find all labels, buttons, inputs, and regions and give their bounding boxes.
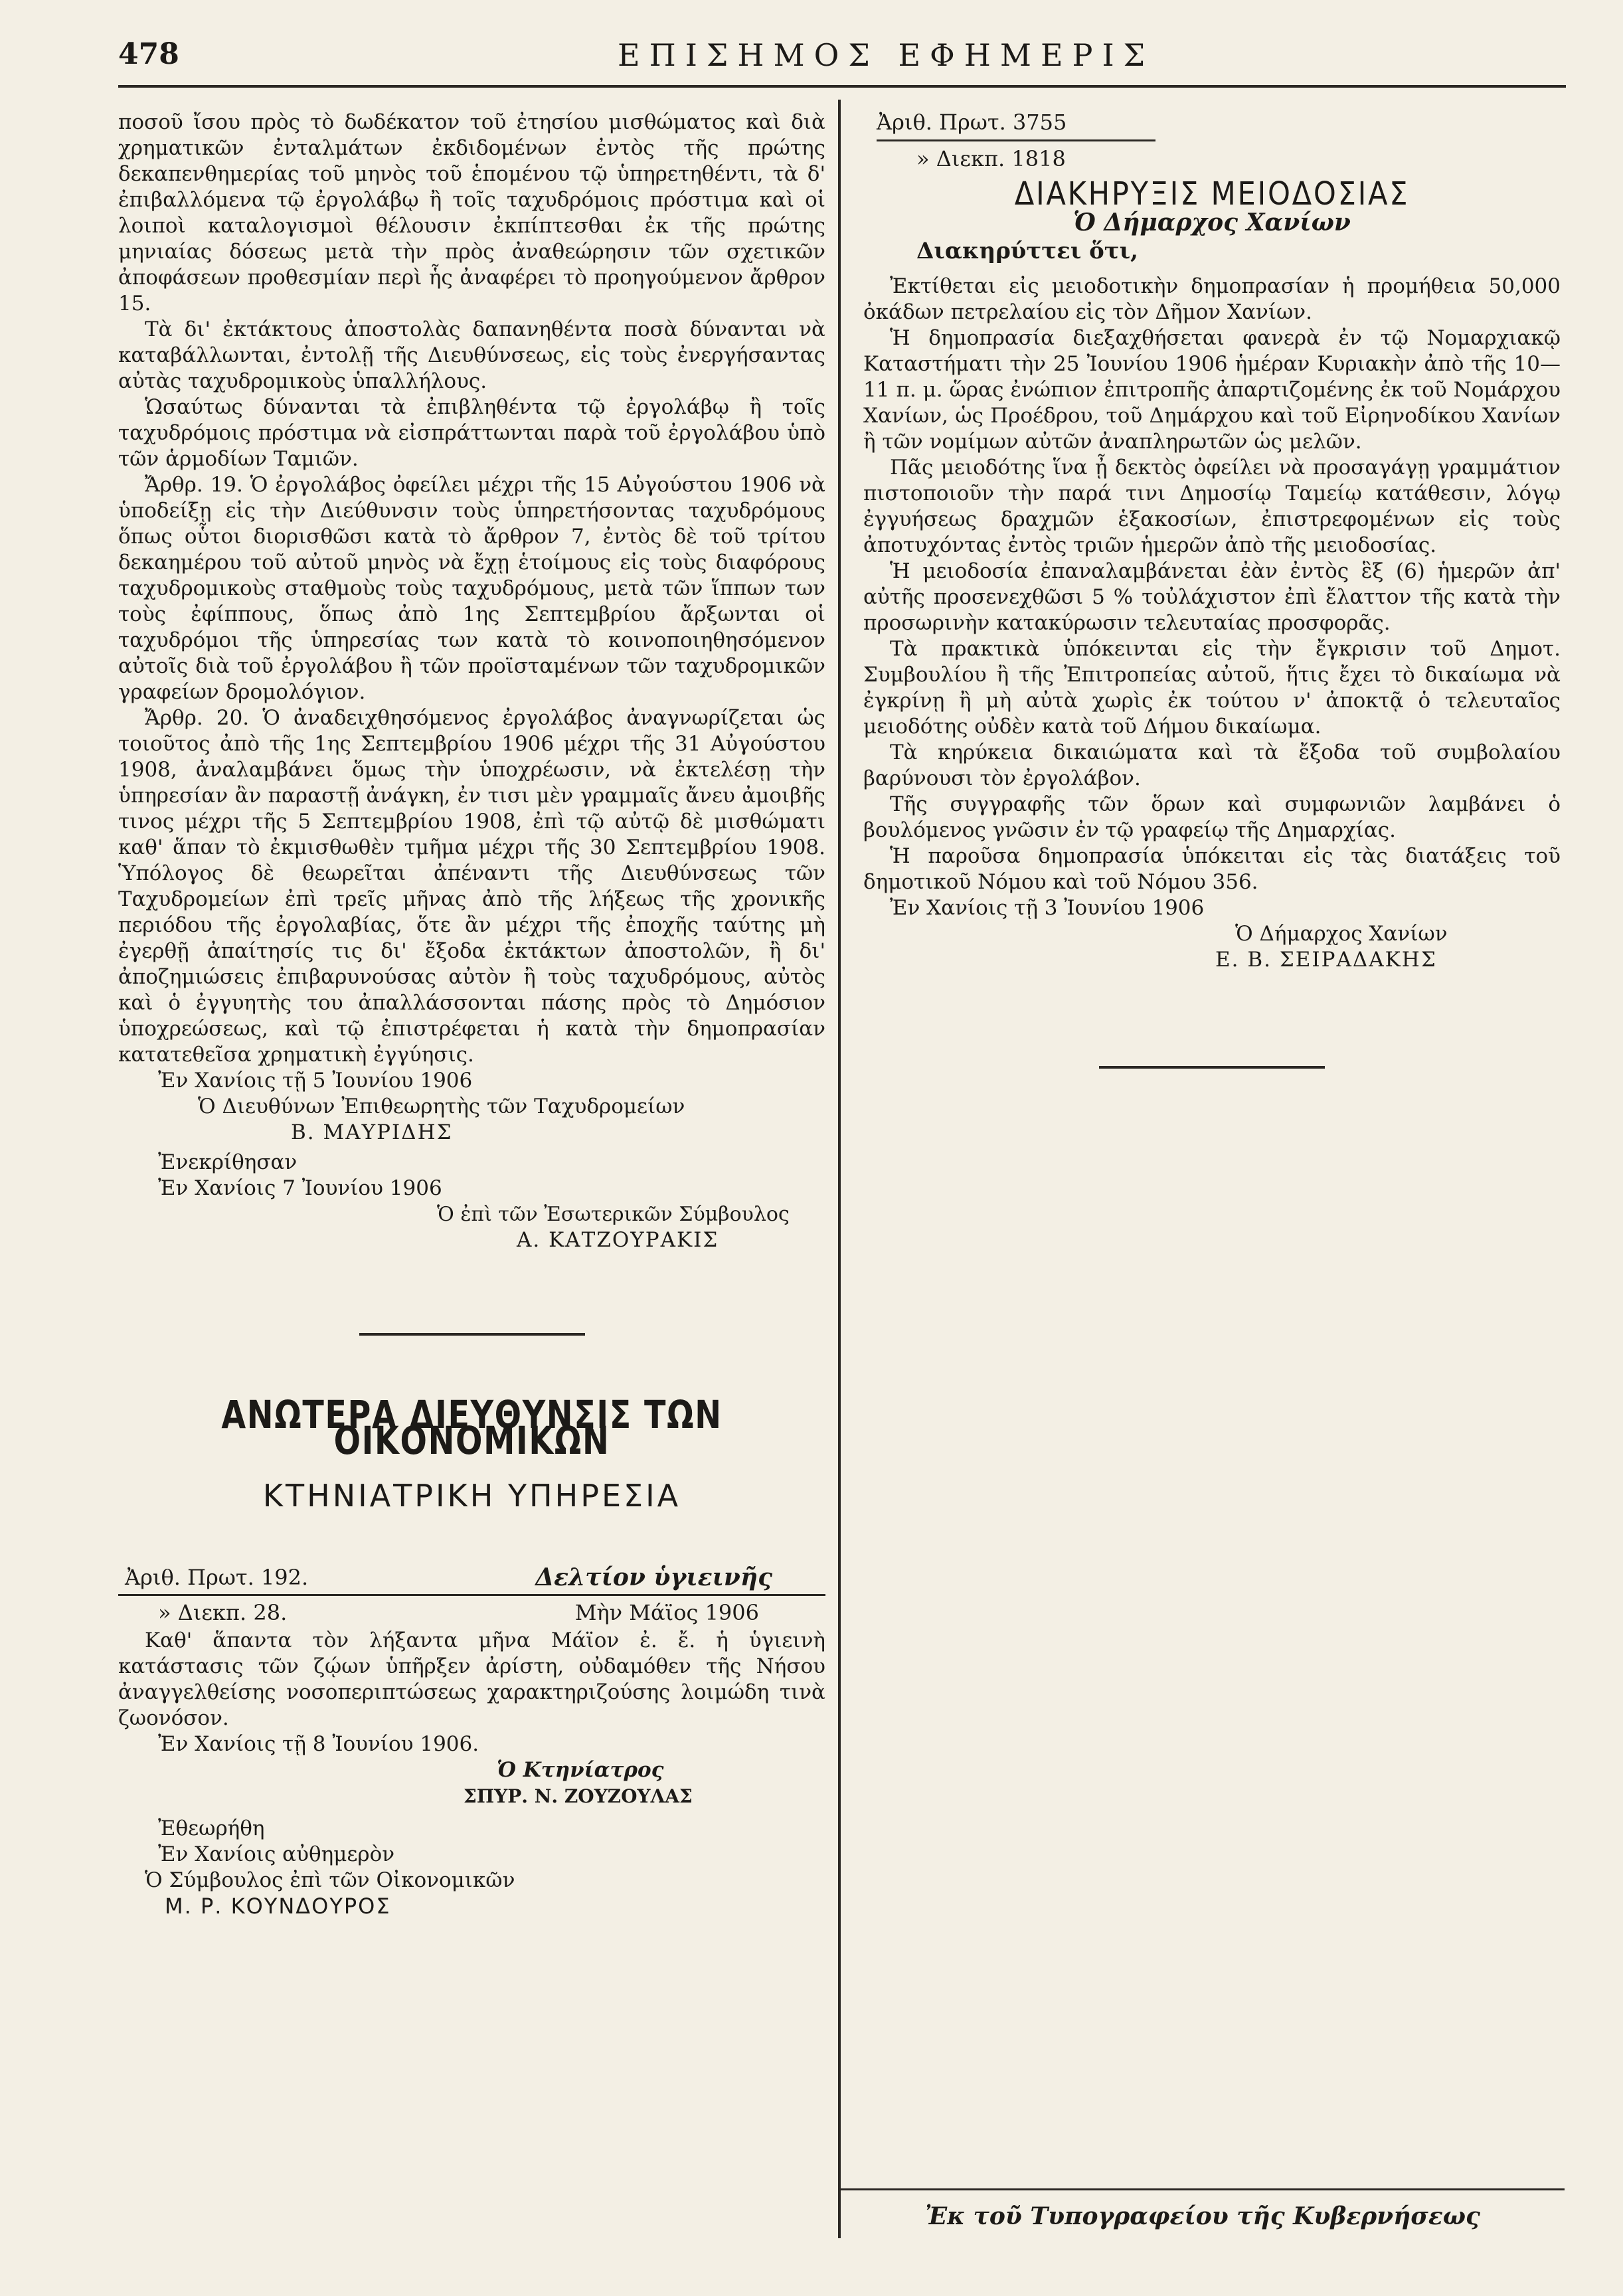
paragraph: Τὰ κηρύκεια δικαιώματα καὶ τὰ ἔξοδα τοῦ συμβολαίου βαρύνουσι τὸν ἐργολάβον.	[863, 741, 1561, 790]
article-20: Ἄρθρ. 20. Ὁ ἀναδειχθησόμενος ἐργολάβος ἀναγνωρίζεται ὡς τοιοῦτος ἀπὸ τῆς 1ης Σεπτεμβρίου 1906 μέχρι τῆς 31 Αὐγούστου 1908, ἀναλαμβάνει ὅμως τὴν ὑποχρέωσιν, νὰ ἐκτελέσῃ τὴν ὑπηρεσίαν ἂν παραστῇ ἀνάγκη, ἐν τισι μὲν γραμμαῖς ἄνευ ἀμοιβῆς τινος μέχρι τῆς 5 Σεπτεμβρίου 1908, ἐπὶ τῷ αὐτῷ δὲ μισθώματι καθ' ἅπαν τὸ ἐκμισθωθὲν τμῆμα μέχρι τῆς 30 Σεπτεμβρίου 1908. Ὑπόλογος δὲ θεωρεῖται ἀπέναντι τῆς Διευθύνσεως τῶν Ταχυδρομείων ἐπὶ τρεῖς μῆνας ἀπὸ τῆς λήξεως τῆς χρονικῆς περιόδου τῆς ἐργολαβίας, ὅτε ἂν μέχρι τῆς ἐποχῆς ταύτης μὴ ἐγερθῇ ἀπαίτησίς τις δι' ἔξοδα ἐκτάκτων ἀποστολῶν, ἢ δι' ἀποζημιώσεις ἐπιβαρυνούσας αὐτὸν ἢ τοὺς ταχυδρόμους, αὐτὸς καὶ ὁ ἐγγυητὴς του ἀπαλλάσσονται πάσης πρὸς τὸ Δημόσιον ὑποχρεώσεως, καὶ τῷ ἐπιστρέφεται ἡ κατὰ τὴν δημοπρασίαν κατατεθεῖσα χρηματικὴ ἐγγύησις.	[118, 706, 825, 1067]
notice-signature-name: Ε. Β. ΣΕΙΡΑΔΑΚΗΣ	[1215, 948, 1437, 972]
notice-dispatch-row	[863, 144, 1561, 173]
signature-role: Ὁ Διευθύνων Ἐπιθεωρητὴς τῶν Ταχυδρομείων	[198, 1095, 685, 1118]
article-19: Ἄρθρ. 19. Ὁ ἐργολάβος ὀφείλει μέχρι τῆς 15 Αὐγούστου 1906 νὰ ὑποδείξῃ εἰς τὴν Διεύθυνσιν τοὺς ὑπηρετήσοντας ταχυδρόμους ὅπως οὗτοι διορισθῶσι κατὰ τὸ ἄρθρον 7, ἐντὸς δὲ τοῦ τρίτου δεκαημέρου τοῦ αὐτοῦ μηνὸς νὰ ἔχῃ ἑτοίμους εἰς τοὺς διαφόρους ταχυδρομικοὺς σταθμοὺς τοὺς ταχυδρόμους, μετὰ τῶν ἵππων των τοὺς ἐφίππους, ὅπως ἀπὸ 1ης Σεπτεμβρίου ἄρξωνται οἱ ταχυδρόμοι τῆς ὑπηρεσίας των κατὰ τὸ κοινοποιηθησόμενον αὐτοῖς διὰ τοῦ ἐργολάβου ἢ τῶν προϊσταμένων τῶν ταχυδρομικῶν γραφείων δρομολόγιον.	[118, 473, 825, 704]
paragraph: Πᾶς μειοδότης ἵνα ᾖ δεκτὸς ὀφείλει νὰ προσαγάγῃ γραμμάτιον πιστοποιοῦν τὴν παρά τινι Δημοσίῳ Ταμείῳ κατάθεσιν, λόγῳ ἐγγυήσεως δραχμῶν ἑξακοσίων, ἐπιστρεφομένων εἰς τοὺς ἀποτυχόντας ἐντὸς τριῶν ἡμερῶν ἀπὸ τῆς μειοδοσίας.	[863, 456, 1561, 557]
bulletin-row-2	[118, 1597, 825, 1628]
finance-role: Ὁ Σύμβουλος ἐπὶ τῶν Οἰκονομικῶν	[145, 1868, 515, 1892]
header-rule	[118, 85, 1566, 88]
mayor-title: Ὁ Δήμαρχος Χανίων	[1073, 209, 1351, 236]
dispatch-number: » Διεκπ. 28.	[158, 1600, 288, 1625]
announces: Διακηρύττει ὅτι,	[916, 238, 1138, 264]
paragraph: Ὡσαύτως δύνανται τὰ ἐπιβληθέντα τῷ ἐργολάβῳ ἢ τοῖς ταχυδρόμοις πρόστιμα νὰ εἰσπράττωνται παρὰ τοῦ ἐργολάβου ὑπὸ τῶν ἁρμοδίων Ταμιῶν.	[118, 395, 825, 471]
bulletin-text: Καθ' ἅπαντα τὸν λήξαντα μῆνα Μάϊον ἐ. ἔ. ἡ ὑγιεινὴ κατάστασις τῶν ζῴων ὑπῆρξεν ἀρίστη, οὐδαμόθεν τῆς Νήσου ἀναγγελθείσης νοσοπεριπτώσεως χαρακτηριζούσης λοιμώδη τινὰ ζωονόσον.	[118, 1629, 825, 1730]
signature-name: Β. ΜΑΥΡΙΔΗΣ	[291, 1120, 453, 1144]
signature-date: Ἐν Χανίοις τῇ 5 Ἰουνίου 1906	[158, 1069, 473, 1093]
protocol-number: Ἀριθ. Πρωτ. 192.	[125, 1565, 309, 1590]
seen-label: Ἐθεωρήθη	[158, 1816, 265, 1840]
paragraph: Ἡ δημοπρασία διεξαχθήσεται φανερὰ ἐν τῷ Νομαρχιακῷ Καταστήματι τὴν 25 Ἰουνίου 1906 ἡμέραν Κυριακὴν ἀπὸ τῆς 10—11 π. μ. ὥρας ἐνώπιον ἐπιτροπῆς ἀπαρτιζομένης ἐκ τοῦ Νομάρχου Χανίων, ὡς Προέδρου, τοῦ Δημάρχου καὶ τοῦ Εἰρηνοδίκου Χανίων ἢ τῶν νομίμων αὐτῶν ἀναπληρωτῶν ὡς μελῶν.	[863, 326, 1561, 454]
right-column	[863, 108, 1561, 1069]
paragraph: ποσοῦ ἴσου πρὸς τὸ δωδέκατον τοῦ ἐτησίου μισθώματος καὶ διὰ χρηματικῶν ἐνταλμάτων ἐκδιδομένων ἐντὸς τῆς πρώτης δεκαπενθημερίας τοῦ μηνὸς τοῦ ἑπομένου τῷ ὑπηρετηθέντι, τὰ δ' ἐπιβαλλόμενα τῷ ἐργολάβῳ ἢ τοῖς ταχυδρόμοις πρόστιμα καὶ οἱ λοιποὶ καταλογισμοὶ θέλουσιν ἐκπίπτεσθαι ἐκ τῆς πρώτης μηνιαίας δόσεως μετὰ τὴν πρὸς ἀναθεώρησιν τῶν σχετικῶν ἀποφάσεων προθεσμίαν περὶ ἧς ἀναφέρει τὸ προηγούμενον ἄρθρον 15.	[118, 110, 825, 315]
notice-dispatch-number: » Διεκπ. 1818	[916, 146, 1066, 171]
notice-signature-role: Ὁ Δήμαρχος Χανίων	[1235, 922, 1448, 946]
approved-label: Ἐνεκρίθησαν	[158, 1150, 298, 1174]
seen-date: Ἐν Χανίοις αὐθημερὸν	[158, 1842, 395, 1866]
notice-protocol-row	[863, 108, 1561, 137]
paragraph: Τῆς συγγραφῆς τῶν ὅρων καὶ συμφωνιῶν λαμβάνει ὁ βουλόμενος γνῶσιν ἐν τῷ γραφείῳ τῆς Δημαρχίας.	[863, 792, 1561, 842]
notice-title: ΔΙΑΚΗΡΥΞΙΣ ΜΕΙΟΔΟΣΙΑΣ	[1014, 175, 1410, 213]
vet-name: ΣΠΥΡ. Ν. ΖΟΥΖΟΥΛΑΣ	[464, 1785, 693, 1807]
bulletin-title: Δελτίον ὑγιεινῆς	[535, 1563, 772, 1591]
service-title: ΚΤΗΝΙΑΤΡΙΚΗ ΥΠΗΡΕΣΙΑ	[262, 1478, 681, 1514]
paragraph: Τὰ δι' ἐκτάκτους ἀποστολὰς δαπανηθέντα ποσὰ δύνανται νὰ καταβάλλωνται, ἐντολῇ τῆς Διευθύνσεως, εἰς τοὺς ἐνεργήσαντας αὐτὰς ταχυδρομικοὺς ὑπαλλήλους.	[118, 317, 825, 393]
bulletin-date: Ἐν Χανίοις τῇ 8 Ἰουνίου 1906.	[158, 1732, 479, 1756]
paragraph: Ἐκτίθεται εἰς μειοδοτικὴν δημοπρασίαν ἡ προμήθεια 50,000 ὀκάδων πετρελαίου εἰς τὸν Δῆμον Χανίων.	[863, 274, 1561, 324]
notice-body	[863, 274, 1561, 895]
running-title: ΕΠΙΣΗΜΟΣ ΕΦΗΜΕΡΙΣ	[618, 37, 1155, 73]
left-column	[118, 110, 825, 1919]
section-rule	[359, 1333, 585, 1336]
vet-role: Ὁ Κτηνίατρος	[497, 1758, 664, 1782]
imprint-rule	[841, 2188, 1565, 2190]
approval-role: Ὁ ἐπὶ τῶν Ἐσωτερικῶν Σύμβουλος	[437, 1203, 790, 1226]
bulletin-month: Μὴν Μάϊος 1906	[574, 1600, 759, 1625]
paragraph: Τὰ πρακτικὰ ὑπόκεινται εἰς τὴν ἔγκρισιν τοῦ Δημοτ. Συμβουλίου ἢ τῆς Ἐπιτροπείας αὐτοῦ, ἥτις ἔχει τὸ δικαίωμα νὰ ἐγκρίνῃ ἢ μὴ αὐτὰ χωρὶς ἐκ τούτου ν' ἀποκτᾷ ὁ τελευταῖος μειοδότης οὐδὲν κατὰ τοῦ Δήμου δικαίωμα.	[863, 637, 1561, 739]
page-number: 478	[118, 37, 179, 71]
notice-protocol-number: Ἀριθ. Πρωτ. 3755	[877, 110, 1067, 135]
notice-protocol-rule	[877, 139, 1155, 141]
imprint-block	[841, 2188, 1565, 2230]
notice-date: Ἐν Χανίοις τῇ 3 Ἰουνίου 1906	[890, 896, 1205, 920]
bulletin-rule	[118, 1594, 825, 1596]
bulletin-header	[118, 1562, 825, 1628]
section-title: ΑΝΩΤΕΡΑ ΔΙΕΥΘΥΝΣΙΣ ΤΩΝ ΟΙΚΟΝΟΜΙΚΩΝ	[221, 1392, 723, 1463]
notice-end-rule	[1099, 1066, 1325, 1069]
paragraph: Ἡ μειοδοσία ἐπαναλαμβάνεται ἐὰν ἐντὸς ἓξ (6) ἡμερῶν ἀπ' αὐτῆς προσενεχθῶσι 5 % τοὐλάχιστον ἐπὶ ἔλαττον τῆς κατὰ τὴν προσωρινὴν κατακύρωσιν τελευταίας προσφορᾶς.	[863, 559, 1561, 635]
paragraph: Ἡ παροῦσα δημοπρασία ὑπόκειται εἰς τὰς διατάξεις τοῦ δημοτικοῦ Νόμου καὶ τοῦ Νόμου 356.	[863, 844, 1561, 894]
imprint: Ἐκ τοῦ Τυπογραφείου τῆς Κυβερνήσεως	[925, 2202, 1480, 2230]
approval-date: Ἐν Χανίοις 7 Ἰουνίου 1906	[158, 1176, 442, 1200]
finance-name: Μ. Ρ. ΚΟΥΝΔΟΥΡΟΣ	[165, 1894, 391, 1919]
bulletin-row-1	[118, 1562, 825, 1593]
approval-name: Α. ΚΑΤΖΟΥΡΑΚΙΣ	[517, 1228, 719, 1252]
column-divider	[838, 100, 841, 2238]
